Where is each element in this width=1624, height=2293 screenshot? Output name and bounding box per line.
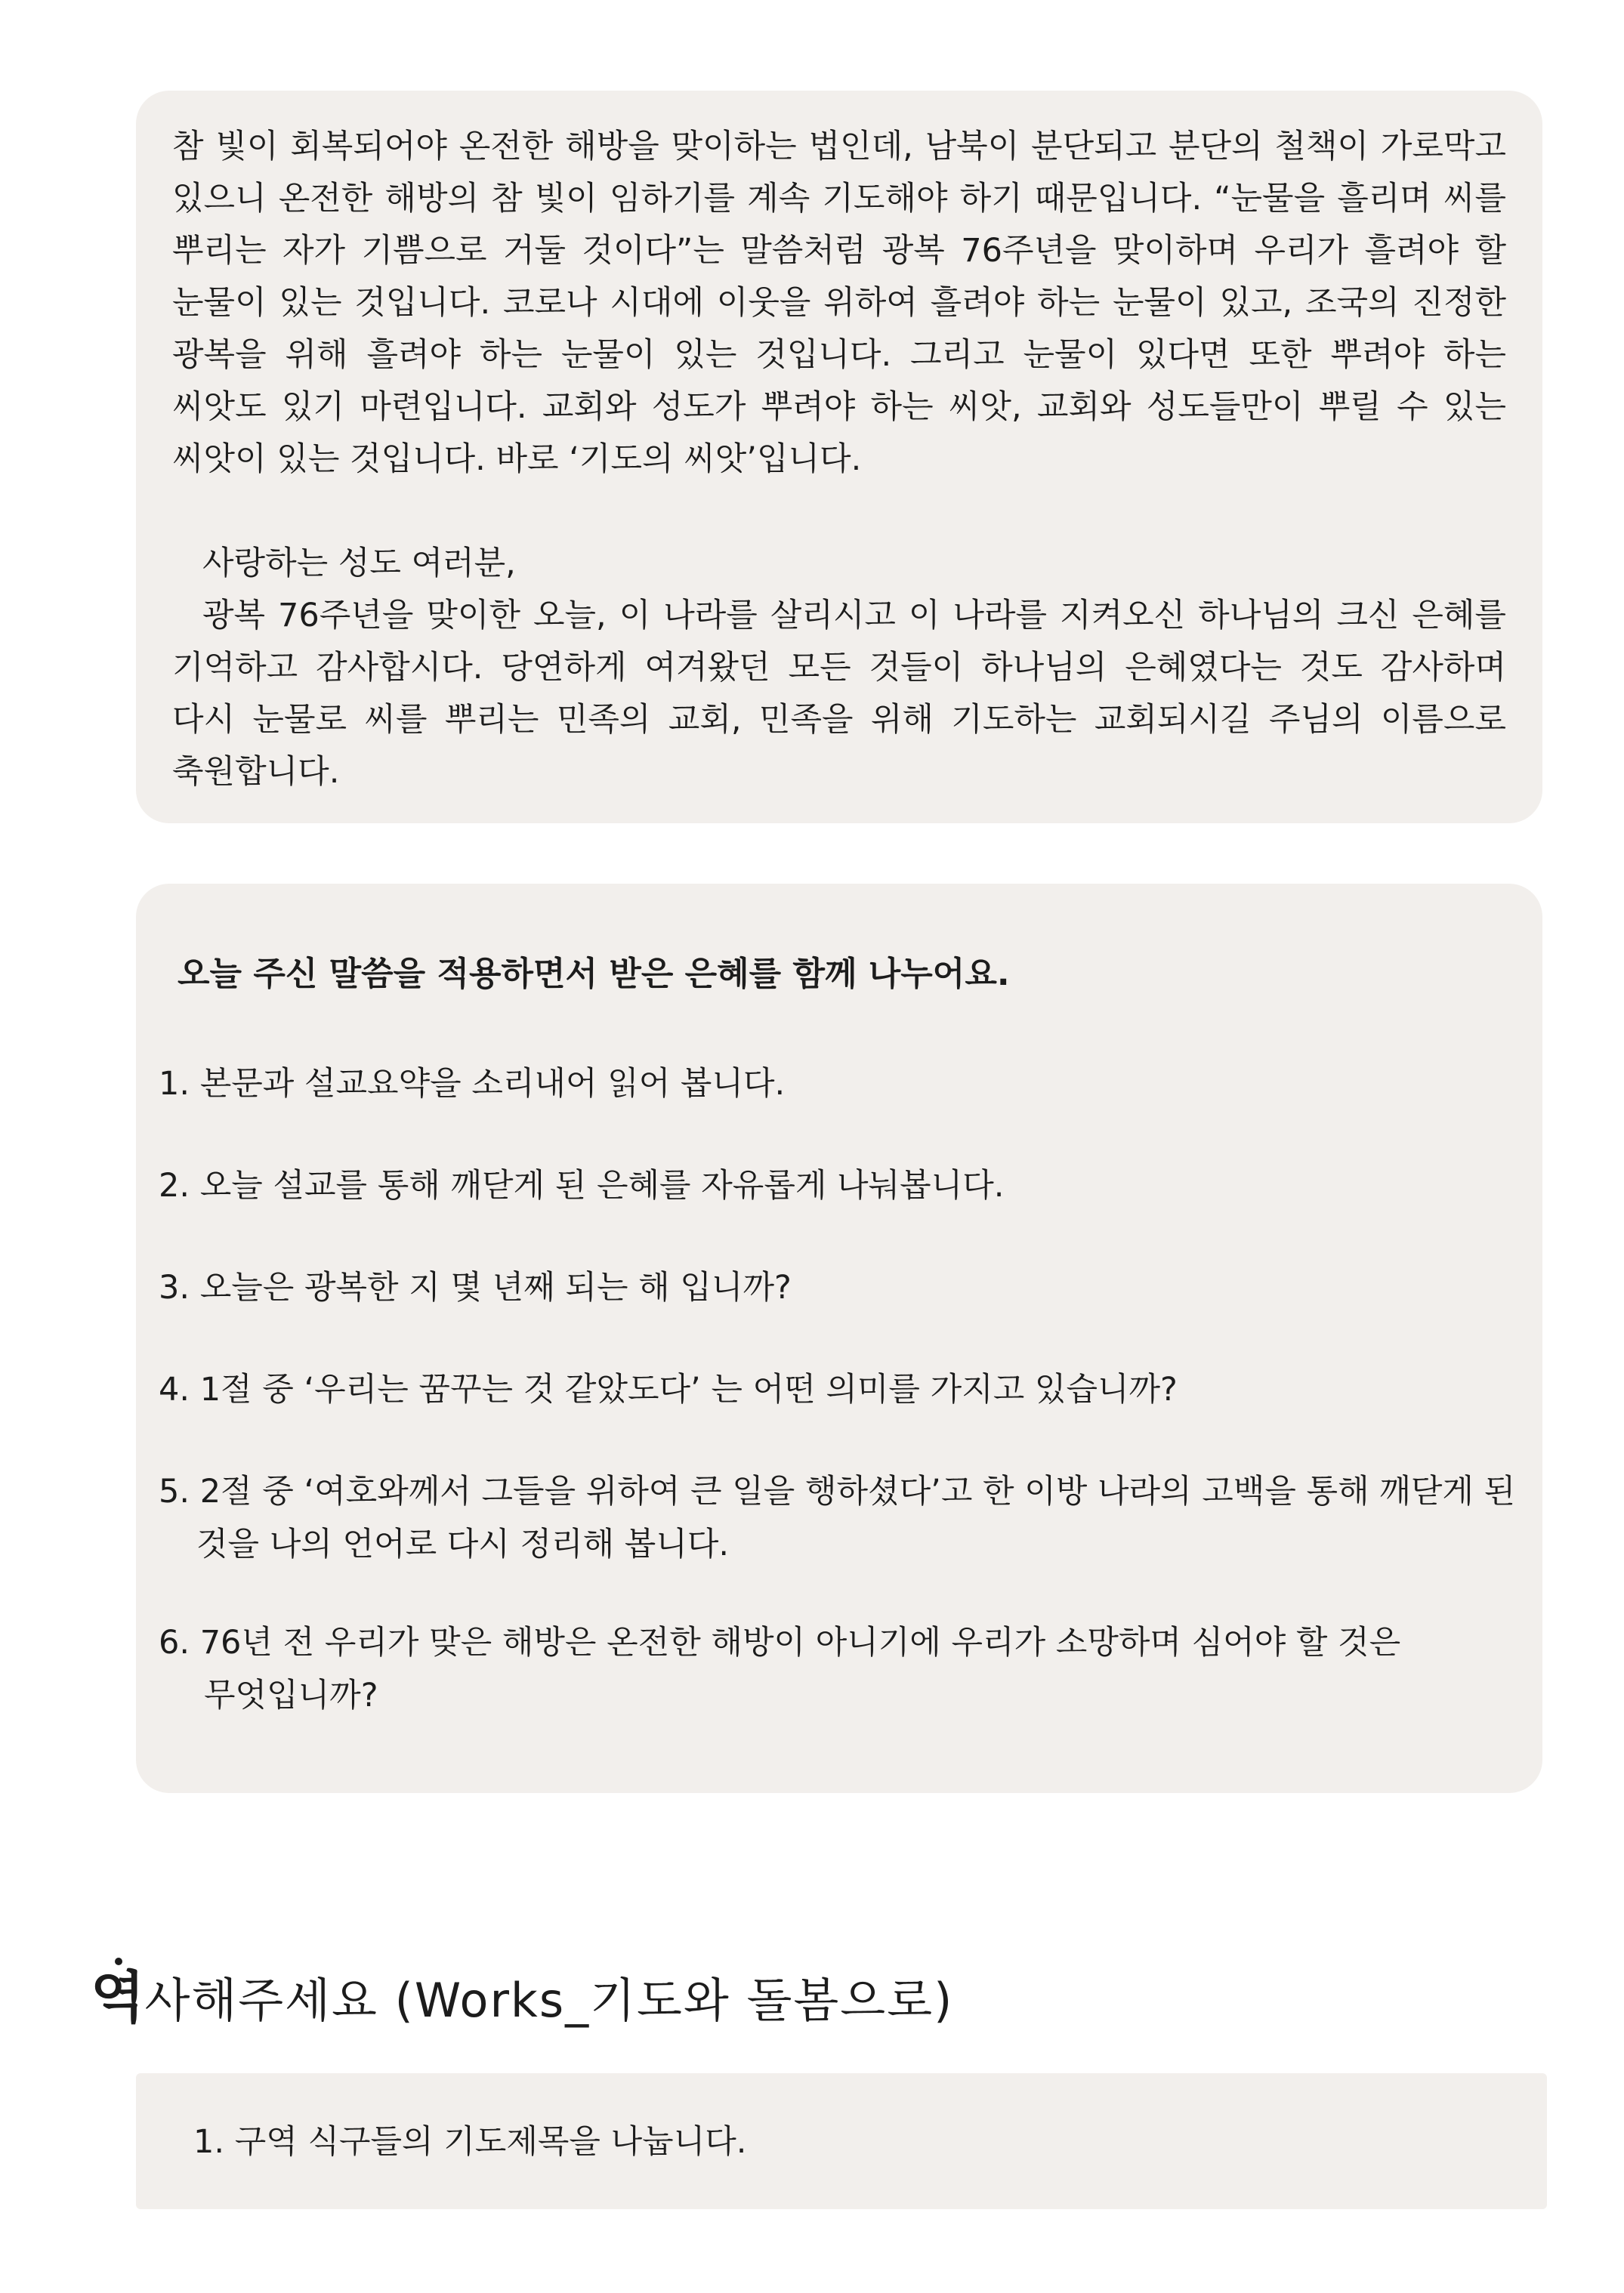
sermon-paragraph-2: 광복 76주년을 맞이한 오늘, 이 나라를 살리시고 이 나라를 지켜오신 하나님의 크신 은혜를 기억하고 감사합시다. 당연하게 여겨왔던 모든 것들이 하나님의 은혜였다는 것도 감사하며 다시 눈물로 씨를 뿌리는 민족의 교회, 민족을 위해 기도하는 교회되시길 주님의 이름으로 축원합니다. [172,597,1506,791]
question-item-4 [159,1363,1503,1416]
question-item-3 [159,1261,1503,1314]
question-text: 2. 오늘 설교를 통해 깨닫게 된 은혜를 자유롭게 나눠봅니다. [159,1167,1005,1205]
works-section-heading [91,1964,953,2035]
question-text-continued: 것을 나의 언어로 다시 정리해 봅니다. [196,1526,730,1563]
question-text: 5. 2절 중 ‘여호와께서 그들을 위하여 큰 일을 행하셨다’고 한 이방 나라의 고백을 통해 깨닫게 된 [159,1473,1516,1511]
heading-first-letter: 역 [91,1965,145,2030]
question-text: 3. 오늘은 광복한 지 몇 년째 되는 해 입니까? [159,1269,792,1307]
questions-title: 오늘 주신 말씀을 적용하면서 받은 은혜를 함께 나누어요. [178,955,1010,993]
question-item-6 [159,1616,1503,1722]
discussion-questions-card [136,884,1542,1793]
sermon-text-card [136,91,1542,823]
question-text: 6. 76년 전 우리가 맞은 해방은 온전한 해방이 아니기에 우리가 소망하며 심어야 할 것은 [159,1624,1401,1662]
sermon-paragraph-1: 참 빛이 회복되어야 온전한 해방을 맞이하는 법인데, 남북이 분단되고 분단의 철책이 가로막고 있으니 온전한 해방의 참 빛이 임하기를 계속 기도해야 하기 때문입니다. “눈물을 흘리며 씨를 뿌리는 자가 기쁨으로 거둘 것이다”는 말씀처럼 광복 76주년을 맞이하며 우리가 흘려야 할 눈물이 있는 것입니다. 코로나 시대에 이웃을 위하여 흘려야 하는 눈물이 있고, 조국의 진정한 광복을 위해 흘려야 하는 눈물이 있는 것입니다. 그리고 눈물이 있다면 또한 뿌려야 하는 씨앗도 있기 마련입니다. 교회와 성도가 뿌려야 하는 씨앗, 교회와 성도들만이 뿌릴 수 있는 씨앗이 있는 것입니다. 바로 ‘기도의 씨앗’입니다. [172,128,1506,478]
paragraph-spacer [172,486,1506,538]
works-card [136,2073,1547,2209]
sermon-greeting: 사랑하는 성도 여러분, [202,545,516,582]
question-item-1 [159,1057,1503,1110]
question-item-5 [159,1465,1516,1571]
question-item-2 [159,1159,1503,1212]
works-item-1: 1. 구역 식구들의 기도제목을 나눕니다. [193,2123,747,2161]
question-text: 1. 본문과 설교요약을 소리내어 읽어 봅니다. [159,1065,786,1103]
question-text: 4. 1절 중 ‘우리는 꿈꾸는 것 같았도다’ 는 어떤 의미를 가지고 있습니까? [159,1371,1178,1409]
question-text-continued: 무엇입니까? [204,1677,378,1714]
heading-rest: 사해주세요 (Works_기도와 돌봄으로) [144,1973,954,2028]
